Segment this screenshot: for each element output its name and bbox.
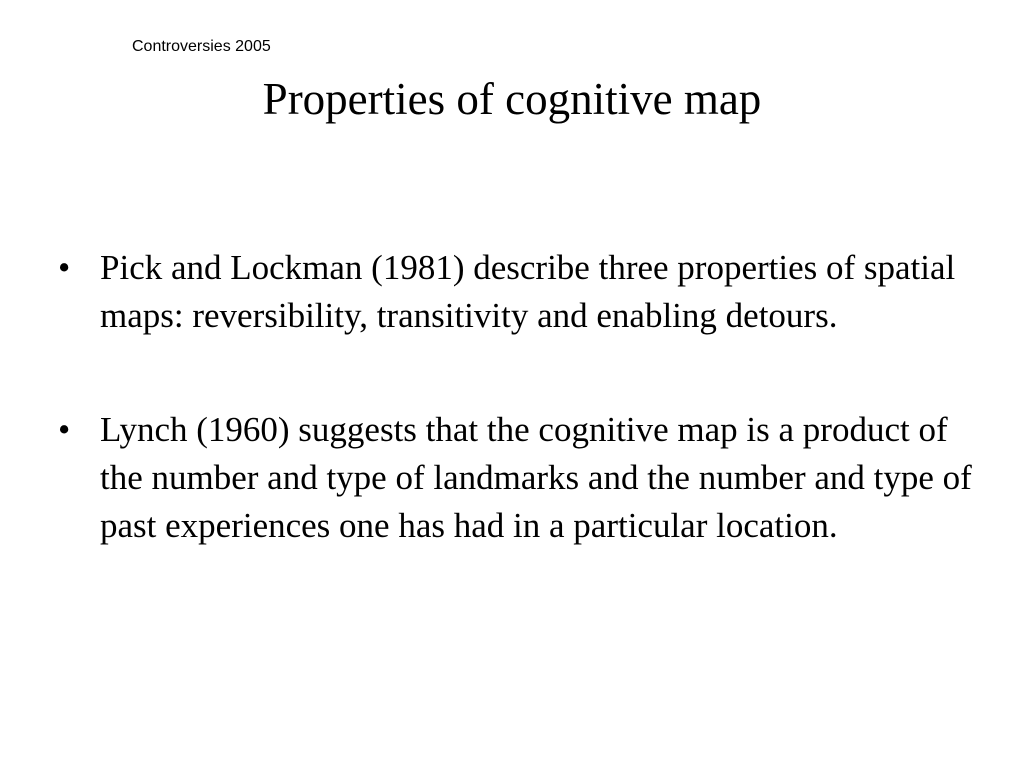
bullet-item [58,406,978,550]
slide-title: Properties of cognitive map [262,74,762,124]
header-label: Controversies 2005 [132,38,271,55]
bullet-item [58,244,978,340]
bullet-text: Pick and Lockman (1981) describe three properties of spatial maps: reversibility, transitivity and enabling detours. [100,248,956,335]
bullet-icon: • [58,410,71,449]
bullet-text: Lynch (1960) suggests that the cognitive map is a product of the number and type of landmarks and the number and type of past experiences one has had in a particular location. [100,410,972,545]
bullet-list [58,244,978,550]
bullet-icon: • [58,248,71,287]
